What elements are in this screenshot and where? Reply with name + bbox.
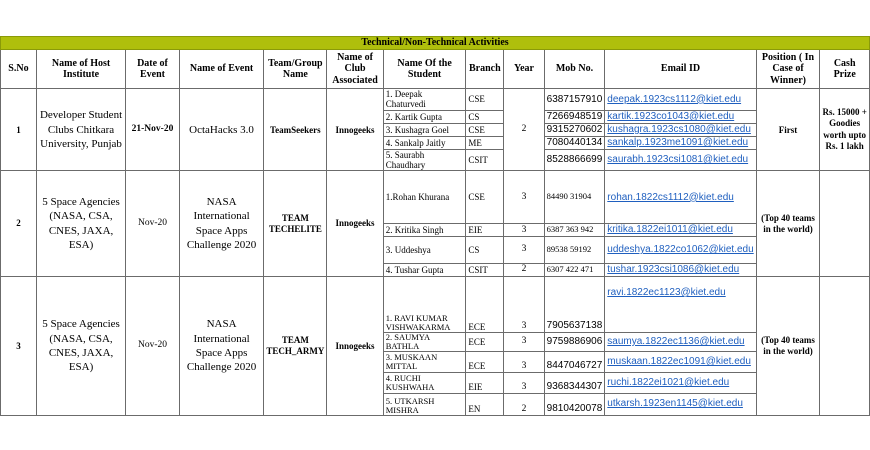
cell-mob[interactable]: 6307 422 471: [544, 263, 605, 276]
cell-email[interactable]: [605, 89, 756, 111]
cell-mob[interactable]: 9368344307: [544, 372, 605, 393]
activities-sheet: [0, 36, 870, 416]
cell-email[interactable]: [605, 110, 756, 123]
cell-year[interactable]: 2: [504, 263, 544, 276]
cell-branch[interactable]: CSE: [466, 89, 504, 111]
header-host[interactable]: Name of Host Institute: [36, 50, 125, 89]
cell-student[interactable]: 4. Sankalp Jaitly: [383, 136, 466, 149]
email-link[interactable]: kartik.1923co1043@kiet.edu: [607, 110, 735, 122]
cell-branch[interactable]: EIE: [466, 224, 504, 237]
header-row: [1, 50, 870, 89]
table-row: [1, 89, 870, 111]
cell-mob[interactable]: 7080440134: [544, 136, 605, 149]
cell-branch[interactable]: EN: [466, 393, 504, 415]
cell-year[interactable]: 3: [504, 276, 544, 332]
cell-date[interactable]: Nov-20: [126, 276, 180, 415]
cell-email[interactable]: [605, 351, 756, 372]
cell-year[interactable]: 3: [504, 332, 544, 351]
cell-student[interactable]: 2. Kritika Singh: [383, 224, 466, 237]
email-link[interactable]: saumya.1822ec1136@kiet.edu: [607, 336, 745, 348]
cell-club[interactable]: Innogeeks: [327, 89, 383, 171]
header-team[interactable]: Team/Group Name: [264, 50, 327, 89]
cell-date[interactable]: 21-Nov-20: [126, 89, 180, 171]
cell-student[interactable]: 1. Deepak Chaturvedi: [383, 89, 466, 111]
cell-branch[interactable]: CSIT: [466, 263, 504, 276]
cell-branch[interactable]: ECE: [466, 351, 504, 372]
cell-mob[interactable]: 6387157910: [544, 89, 605, 111]
cell-email[interactable]: [605, 393, 756, 415]
cell-student[interactable]: 2. SAUMYA BATHLA: [383, 332, 466, 351]
banner-title[interactable]: Technical/Non-Technical Activities: [1, 37, 870, 50]
cell-student[interactable]: 3. MUSKAAN MITTAL: [383, 351, 466, 372]
header-sno[interactable]: S.No: [1, 50, 37, 89]
cell-mob[interactable]: 9759886906: [544, 332, 605, 351]
email-link[interactable]: utkarsh.1923en1145@kiet.edu: [607, 398, 743, 410]
cell-event[interactable]: OctaHacks 3.0: [179, 89, 264, 171]
cell-branch[interactable]: EIE: [466, 372, 504, 393]
cell-branch[interactable]: CSE: [466, 123, 504, 136]
cell-student[interactable]: 2. Kartik Gupta: [383, 110, 466, 123]
email-link[interactable]: muskaan.1822ec1091@kiet.edu: [607, 355, 751, 367]
header-event[interactable]: Name of Event: [179, 50, 264, 89]
cell-email[interactable]: [605, 123, 756, 136]
cell-email[interactable]: [605, 149, 756, 171]
cell-year[interactable]: 2: [504, 393, 544, 415]
header-email[interactable]: Email ID: [605, 50, 756, 89]
cell-cash[interactable]: Rs. 15000 + Goodies worth upto Rs. 1 lakh: [820, 89, 870, 171]
cell-sno[interactable]: 2: [1, 171, 37, 277]
email-link[interactable]: kushagra.1923cs1080@kiet.edu: [607, 123, 751, 135]
cell-branch[interactable]: ECE: [466, 332, 504, 351]
header-student[interactable]: Name Of the Student: [383, 50, 466, 89]
cell-email[interactable]: [605, 136, 756, 149]
email-link[interactable]: ruchi.1822ei1021@kiet.edu: [607, 376, 730, 388]
cell-branch[interactable]: CS: [466, 110, 504, 123]
cell-student[interactable]: 1.Rohan Khurana: [383, 171, 466, 224]
cell-student[interactable]: 1. RAVI KUMAR VISHWAKARMA: [383, 276, 466, 332]
cell-year[interactable]: 3: [504, 171, 544, 224]
cell-year[interactable]: 3: [504, 224, 544, 237]
cell-team[interactable]: TEAM TECH_ARMY: [264, 276, 327, 415]
cell-year[interactable]: 2: [504, 89, 544, 171]
cell-host[interactable]: 5 Space Agencies (NASA, CSA, CNES, JAXA, ESA): [36, 171, 125, 277]
cell-student[interactable]: 5. Saurabh Chaudhary: [383, 149, 466, 171]
email-link[interactable]: deepak.1923cs1112@kiet.edu: [607, 93, 742, 105]
cell-email[interactable]: [605, 276, 756, 332]
cell-team[interactable]: TeamSeekers: [264, 89, 327, 171]
cell-email[interactable]: [605, 224, 756, 237]
cell-email[interactable]: [605, 332, 756, 351]
activities-table: [0, 36, 870, 416]
email-link[interactable]: rohan.1822cs1112@kiet.edu: [607, 191, 734, 203]
cell-year[interactable]: 3: [504, 351, 544, 372]
cell-club[interactable]: Innogeeks: [327, 276, 383, 415]
header-branch[interactable]: Branch: [466, 50, 504, 89]
email-link[interactable]: sankalp.1923me1091@kiet.edu: [607, 136, 749, 148]
cell-cash[interactable]: [820, 276, 870, 415]
cell-club[interactable]: Innogeeks: [327, 171, 383, 277]
cell-mob[interactable]: 9810420078: [544, 393, 605, 415]
cell-student[interactable]: 5. UTKARSH MISHRA: [383, 393, 466, 415]
cell-branch[interactable]: ME: [466, 136, 504, 149]
email-link[interactable]: uddeshya.1822co1062@kiet.edu: [607, 244, 754, 256]
cell-position[interactable]: (Top 40 teams in the world): [756, 171, 820, 277]
cell-mob[interactable]: 8528866699: [544, 149, 605, 171]
email-link[interactable]: ravi.1822ec1123@kiet.edu: [607, 286, 726, 298]
cell-student[interactable]: 4. Tushar Gupta: [383, 263, 466, 276]
cell-date[interactable]: Nov-20: [126, 171, 180, 277]
cell-mob[interactable]: 9315270602: [544, 123, 605, 136]
cell-mob[interactable]: 7266948519: [544, 110, 605, 123]
table-row: [1, 171, 870, 224]
cell-mob[interactable]: 8447046727: [544, 351, 605, 372]
cell-sno[interactable]: 3: [1, 276, 37, 415]
cell-sno[interactable]: 1: [1, 89, 37, 171]
cell-mob[interactable]: 84490 31904: [544, 171, 605, 224]
cell-email[interactable]: [605, 263, 756, 276]
header-year[interactable]: Year: [504, 50, 544, 89]
cell-position[interactable]: First: [756, 89, 820, 171]
cell-branch[interactable]: CS: [466, 236, 504, 263]
email-link[interactable]: tushar.1923csi1086@kiet.edu: [607, 264, 740, 276]
banner-row: [1, 37, 870, 50]
cell-branch[interactable]: CSE: [466, 171, 504, 224]
cell-mob[interactable]: 7905637138: [544, 276, 605, 332]
cell-year[interactable]: 3: [504, 236, 544, 263]
cell-host[interactable]: Developer Student Clubs Chitkara University, Punjab: [36, 89, 125, 171]
cell-host[interactable]: 5 Space Agencies (NASA, CSA, CNES, JAXA, ESA): [36, 276, 125, 415]
cell-email[interactable]: [605, 372, 756, 393]
header-mob[interactable]: Mob No.: [544, 50, 605, 89]
cell-event[interactable]: NASA International Space Apps Challenge 2020: [179, 276, 264, 415]
cell-year[interactable]: 3: [504, 372, 544, 393]
cell-email[interactable]: [605, 236, 756, 263]
cell-branch[interactable]: CSIT: [466, 149, 504, 171]
header-date[interactable]: Date of Event: [126, 50, 180, 89]
cell-student[interactable]: 4. RUCHI KUSHWAHA: [383, 372, 466, 393]
cell-cash[interactable]: [820, 171, 870, 277]
cell-position[interactable]: (Top 40 teams in the world): [756, 276, 820, 415]
header-cash[interactable]: Cash Prize: [820, 50, 870, 89]
cell-team[interactable]: TEAM TECHELITE: [264, 171, 327, 277]
header-position[interactable]: Position ( In Case of Winner): [756, 50, 820, 89]
cell-student[interactable]: 3. Uddeshya: [383, 236, 466, 263]
cell-branch[interactable]: ECE: [466, 276, 504, 332]
table-row: [1, 276, 870, 332]
cell-mob[interactable]: 89538 59192: [544, 236, 605, 263]
cell-email[interactable]: [605, 171, 756, 224]
cell-event[interactable]: NASA International Space Apps Challenge 2020: [179, 171, 264, 277]
cell-student[interactable]: 3. Kushagra Goel: [383, 123, 466, 136]
cell-mob[interactable]: 6387 363 942: [544, 224, 605, 237]
email-link[interactable]: kritika.1822ei1011@kiet.edu: [607, 224, 733, 236]
header-club[interactable]: Name of Club Associated: [327, 50, 383, 89]
email-link[interactable]: saurabh.1923csi1081@kiet.edu: [607, 154, 749, 166]
